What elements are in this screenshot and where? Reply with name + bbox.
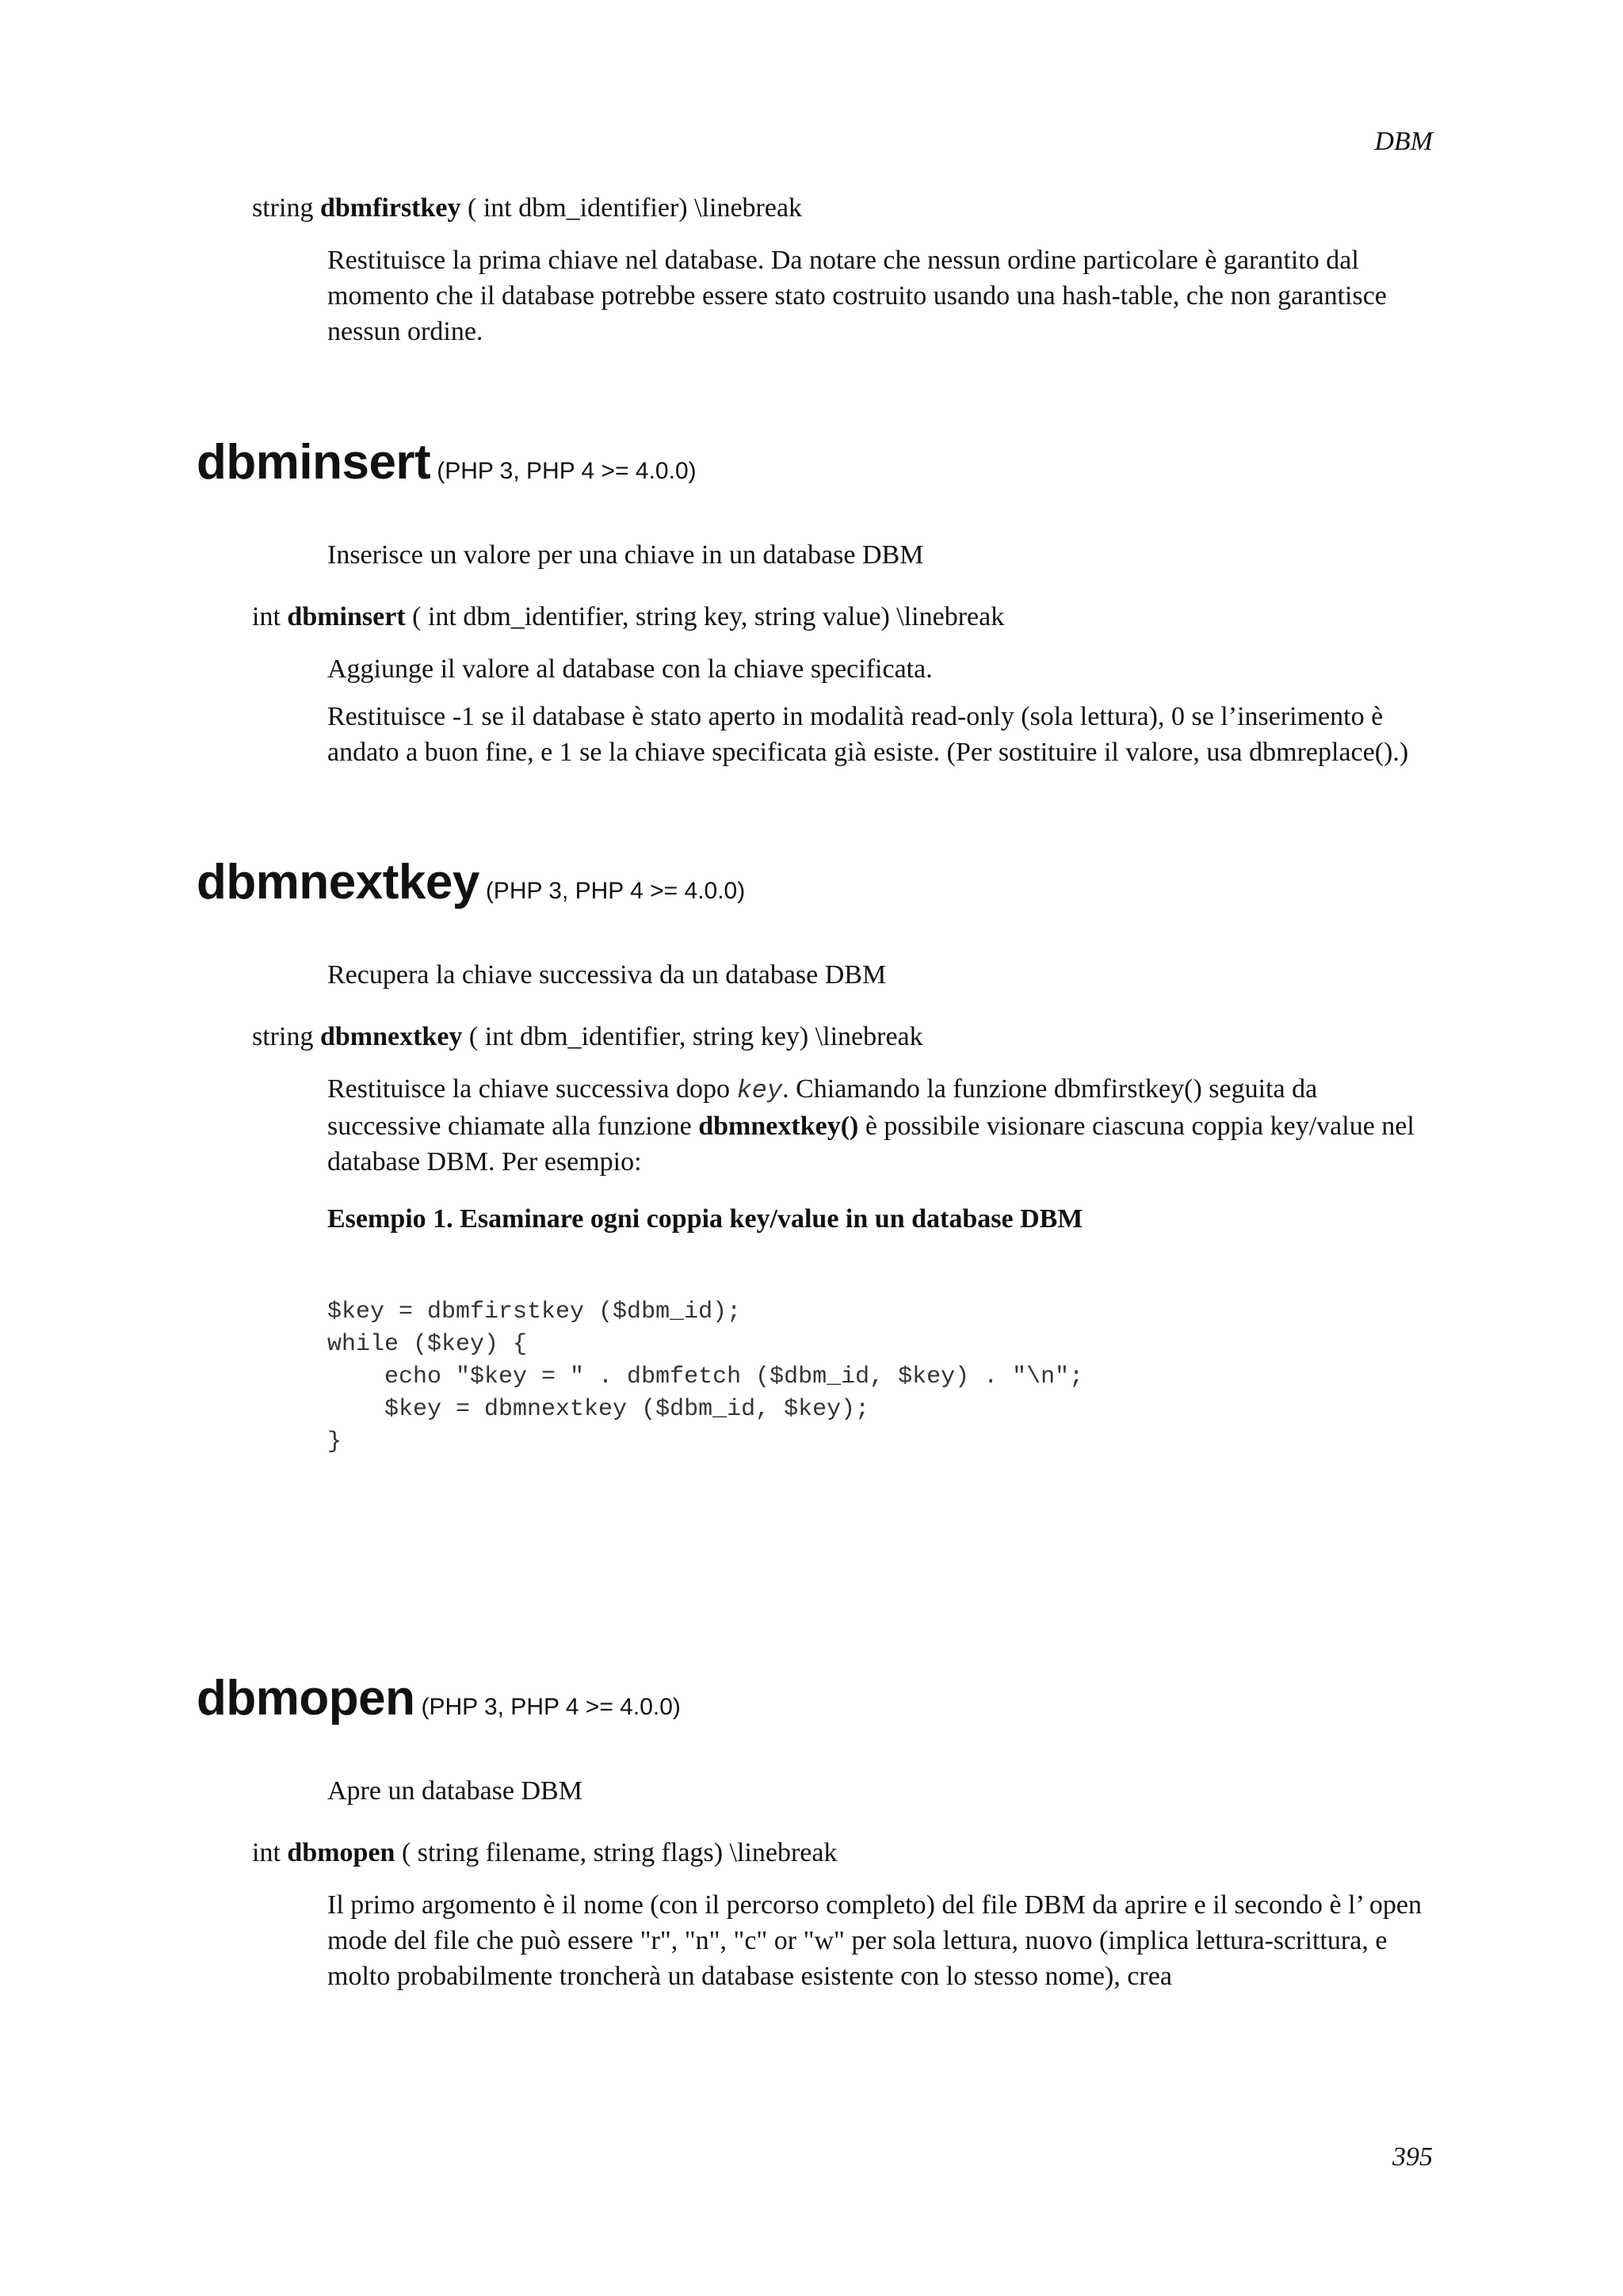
purpose-dbmnextkey: Recupera la chiave successiva da un database DBM [327, 960, 887, 990]
synopsis-arguments: ( int dbm_identifier) \linebreak [460, 193, 803, 223]
synopsis-function-name: dbminsert [287, 602, 406, 631]
function-heading-dbmnextkey [197, 854, 745, 910]
example-title: Esempio 1. Esaminare ogni coppia key/value in un database DBM [327, 1204, 1083, 1234]
function-synopsis-dbminsert [252, 602, 1004, 632]
synopsis-return-type: string [252, 193, 314, 223]
description-text: è possibile visionare ciascuna coppia key/value nel database DBM. Per esempio: [327, 1112, 1415, 1177]
description-text: . Chiamando la funzione dbmfirstkey() seguita da successive chiamate alla funzione [327, 1074, 1318, 1141]
synopsis-return-type: string [252, 1022, 314, 1051]
description-dbminsert-1: Aggiunge il valore al database con la chiave specificata. [327, 654, 933, 684]
function-name: dbmnextkey [197, 855, 479, 910]
description-dbmnextkey [327, 1071, 1437, 1180]
parameter-key: key [736, 1076, 783, 1105]
function-synopsis-dbmnextkey [252, 1022, 923, 1052]
function-synopsis-dbmfirstkey [252, 193, 802, 223]
synopsis-function-name: dbmopen [287, 1838, 395, 1867]
synopsis-arguments: ( int dbm_identifier, string key) \linebreak [462, 1022, 923, 1051]
function-heading-dbminsert [197, 434, 697, 490]
synopsis-return-type: int [252, 1838, 281, 1867]
description-dbmopen: Il primo argomento è il nome (con il percorso completo) del file DBM da aprire e il secondo è l’ open mode del file che può essere "r", "n", "c" or "w" per sola lettura, nuovo (implica lettura-scrittura, e molto probabilmente troncherà un database esistente con lo stesso nome), crea [327, 1890, 1422, 1991]
purpose-dbminsert: Inserisce un valore per una chiave in un database DBM [327, 540, 924, 570]
page-number: 395 [1392, 2142, 1433, 2172]
description-text: Restituisce la chiave successiva dopo [327, 1074, 737, 1104]
version-info: (PHP 3, PHP 4 >= 4.0.0) [485, 878, 746, 904]
synopsis-arguments: ( string filename, string flags) \linebreak [395, 1838, 838, 1867]
purpose-dbmopen: Apre un database DBM [327, 1776, 582, 1806]
code-example: $key = dbmfirstkey ($dbm_id); while ($key) { echo "$key = " . dbmfetch ($dbm_id, $key) . "\n"; $key = dbmnextkey ($dbm_id, $key); } [327, 1299, 1084, 1455]
synopsis-function-name: dbmnextkey [319, 1022, 463, 1051]
synopsis-arguments: ( int dbm_identifier, string key, string value) \linebreak [405, 602, 1005, 631]
description-dbmfirstkey: Restituisce la prima chiave nel database. Da notare che nessun ordine particolare è garantito dal momento che il database potrebbe essere stato costruito usando una hash-table, che non garantisce nessun ordine. [327, 246, 1387, 346]
version-info: (PHP 3, PHP 4 >= 4.0.0) [437, 458, 697, 484]
function-name: dbmopen [197, 1671, 415, 1726]
description-dbminsert-2: Restituisce -1 se il database è stato aperto in modalità read-only (sola lettura), 0 se l’inserimento è andato a buon fine, e 1 se la chiave specificata già esiste. (Per sostituire il valore, usa dbmreplace().) [327, 702, 1409, 767]
synopsis-function-name: dbmfirstkey [319, 193, 461, 223]
synopsis-return-type: int [252, 602, 281, 631]
function-name: dbminsert [197, 435, 431, 490]
running-header: DBM [1374, 127, 1433, 156]
function-heading-dbmopen [197, 1670, 681, 1726]
version-info: (PHP 3, PHP 4 >= 4.0.0) [421, 1694, 681, 1720]
function-reference: dbmnextkey() [698, 1112, 859, 1141]
function-synopsis-dbmopen [252, 1838, 837, 1868]
